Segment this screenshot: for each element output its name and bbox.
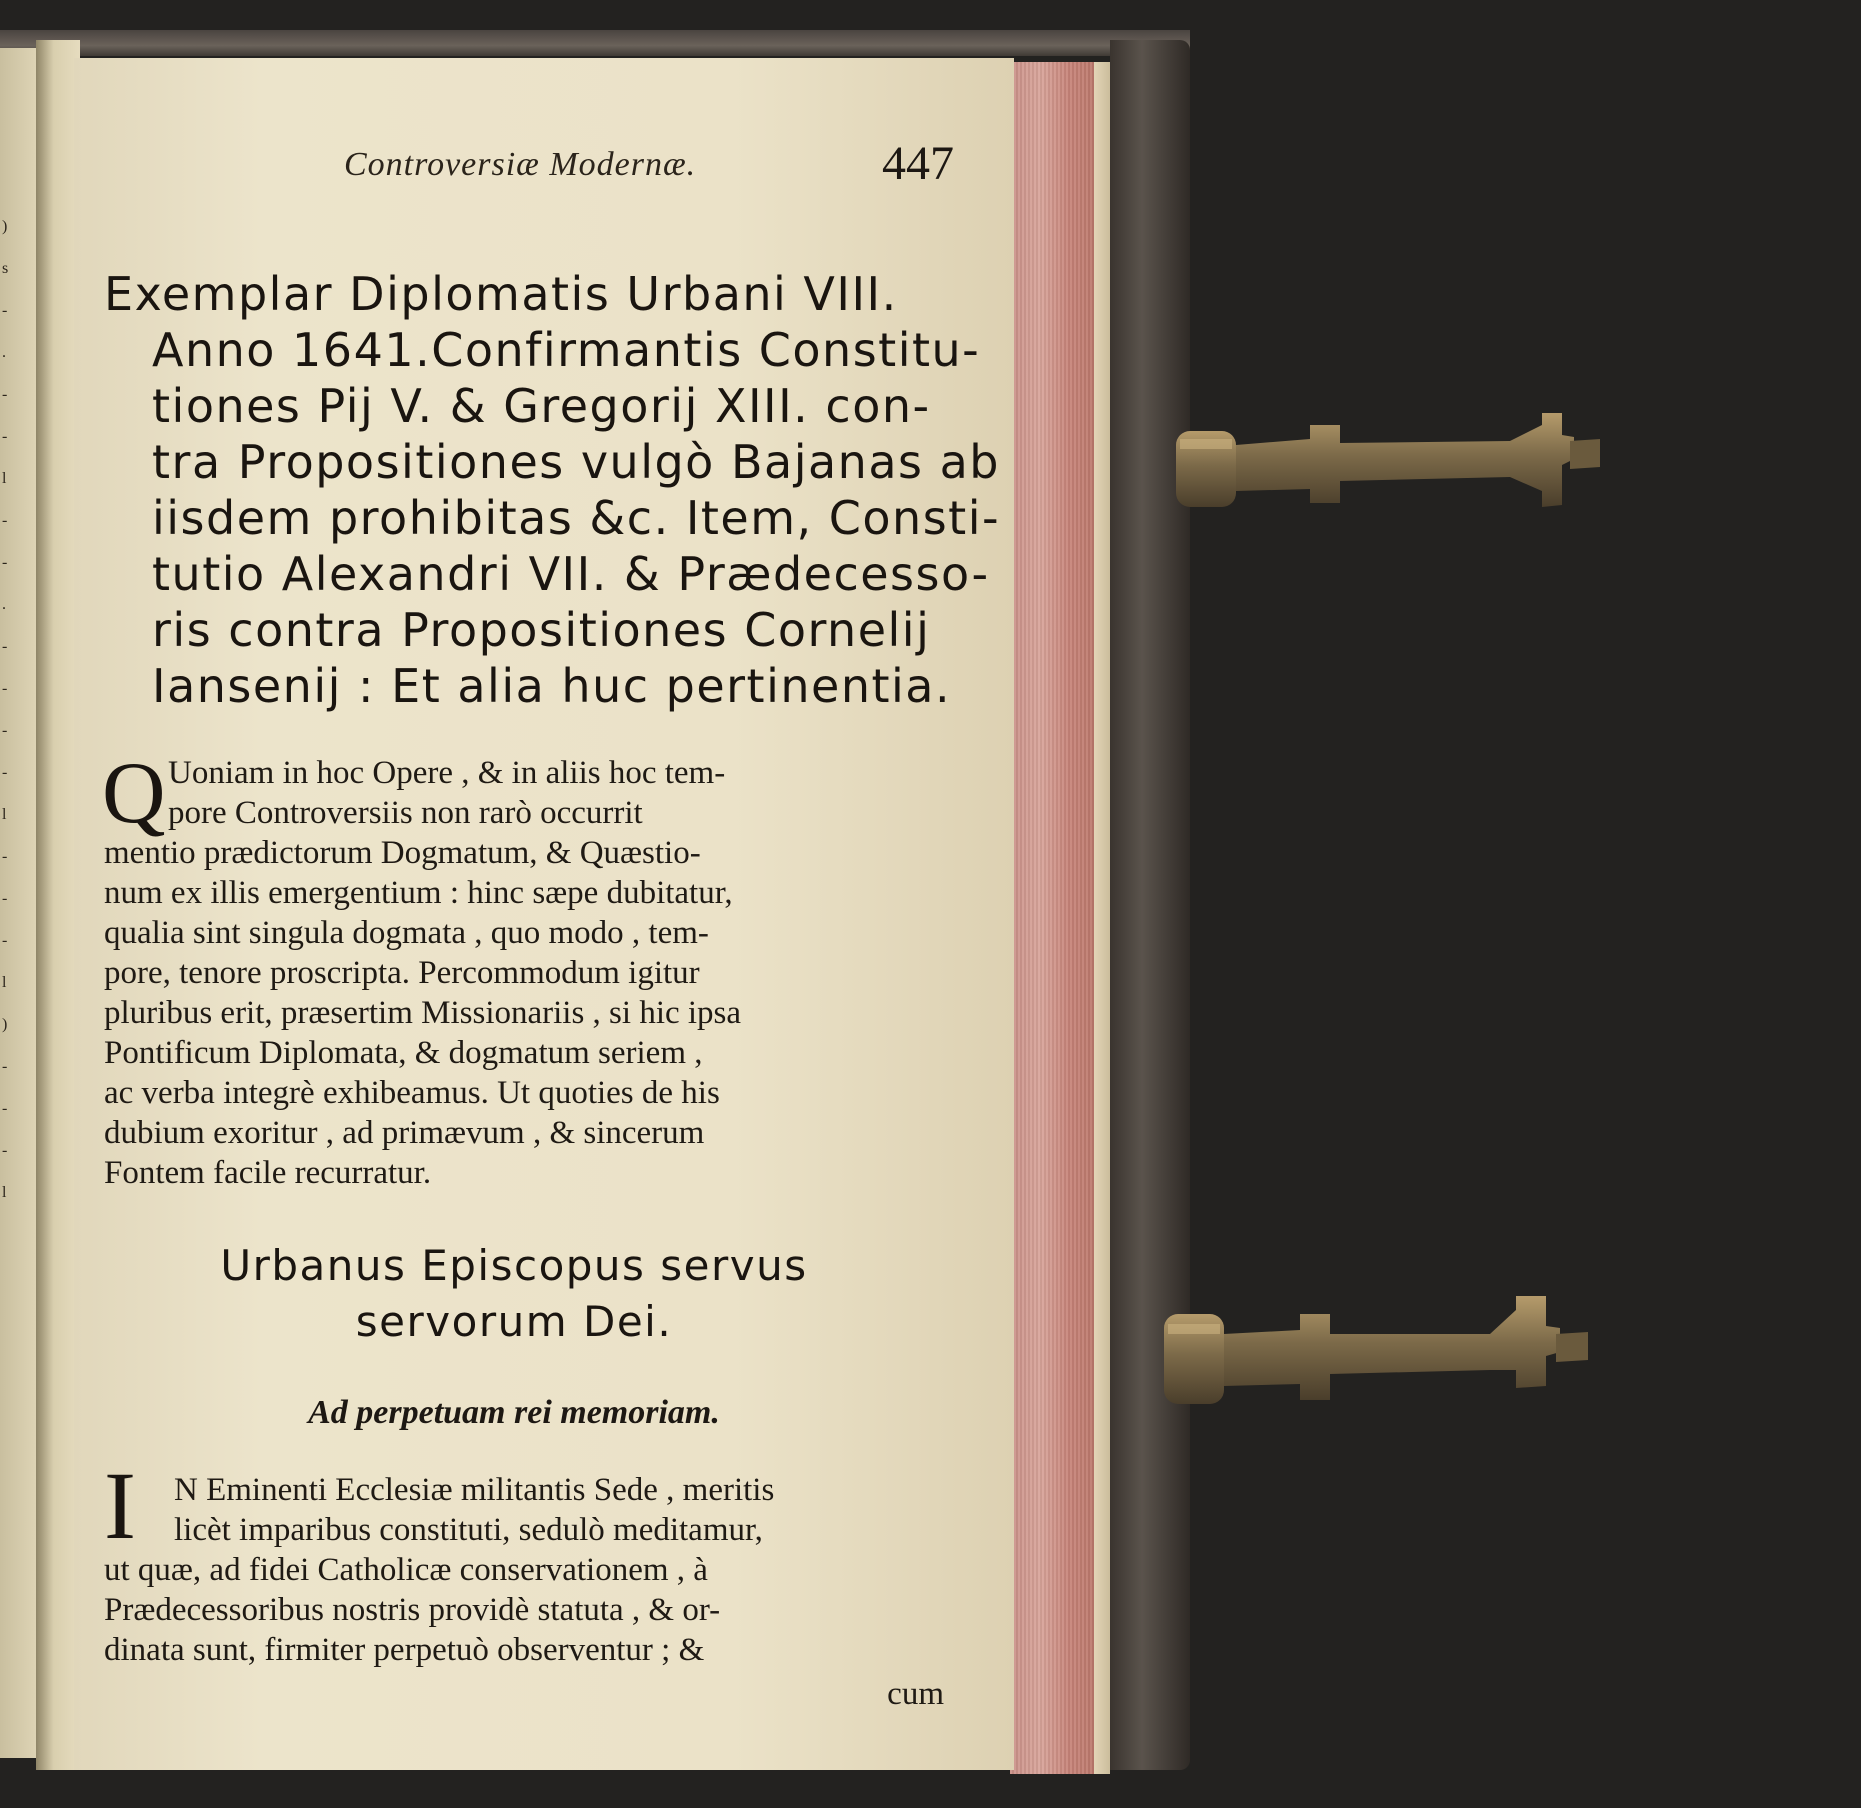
back-cover-board <box>1110 40 1190 1770</box>
paragraph-line: mentio prædictorum Dogmatum, & Quæstio- <box>104 835 701 871</box>
intro-paragraph <box>102 745 964 1193</box>
running-head-title: Controversiæ Modernæ. <box>344 146 697 183</box>
paragraph-line: dinata sunt, firmiter perpetuò observentur ; & <box>104 1632 705 1668</box>
running-head <box>264 130 954 190</box>
fore-edge-rim <box>1094 62 1110 1774</box>
paragraph-line: N Eminenti Ecclesiæ militantis Sede , meritis <box>174 1472 775 1508</box>
paragraph-line: Pontificum Diplomata, & dogmatum seriem , <box>104 1035 703 1071</box>
page-block-fore-edge <box>1010 62 1110 1774</box>
heading-line: tra Propositiones vulgò Bajanas ab <box>152 435 1000 489</box>
heading-line: tiones Pij V. & Gregorij XIII. con- <box>152 379 931 433</box>
subhead-line: servorum Dei. <box>355 1297 673 1346</box>
heading-line: tutio Alexandri VII. & Prædecesso- <box>152 547 990 601</box>
diploma-heading <box>104 266 1001 714</box>
catchword: cum <box>887 1676 944 1712</box>
upper-brass-clasp <box>1170 395 1650 545</box>
page-number: 447 <box>882 137 954 190</box>
paragraph-line: Prædecessoribus nostris providè statuta , & or- <box>104 1592 721 1628</box>
decree-drop-cap: I <box>104 1452 136 1559</box>
paragraph-line: pluribus erit, præsertim Missionariis , si hic ipsa <box>104 995 742 1031</box>
paragraph-line: ac verba integrè exhibeamus. Ut quoties de his <box>104 1075 720 1111</box>
paragraph-line: pore, tenore proscripta. Percommodum igitur <box>104 955 700 991</box>
paragraph-line: Uoniam in hoc Opere , & in aliis hoc tem- <box>168 755 726 791</box>
heading-line: iisdem prohibitas &c. Item, Consti- <box>152 491 1001 545</box>
paragraph-line: qualia sint singula dogmata , quo modo , tem- <box>104 915 709 951</box>
previous-page-text-fragments: ) s - . - - l - - . - - - - l - - - l ) - - - l <box>2 218 9 1201</box>
paragraph-line: Fontem facile recurratur. <box>104 1155 432 1191</box>
heading-line: ris contra Propositiones Cornelij <box>152 603 931 657</box>
urbanus-title <box>154 1238 874 1350</box>
paragraph-line: ut quæ, ad fidei Catholicæ conservationem , à <box>104 1552 708 1588</box>
paragraph-line: dubium exoritur , ad primævum , & sincerum <box>104 1115 705 1151</box>
paragraph-line: pore Controversiis non rarò occurrit <box>168 795 643 831</box>
heading-line: Exemplar Diplomatis Urbani VIII. <box>104 267 898 321</box>
book-page-447 <box>74 58 1014 1770</box>
perpetual-memory-formula: Ad perpetuam rei memoriam. <box>308 1394 720 1431</box>
subhead-line: Urbanus Episcopus servus <box>220 1241 808 1290</box>
lower-brass-clasp <box>1160 1290 1640 1440</box>
decree-paragraph <box>104 1470 964 1670</box>
binding-top-edge <box>0 30 1190 56</box>
heading-line: Iansenij : Et alia huc pertinentia. <box>152 659 952 713</box>
heading-line: Anno 1641.Confirmantis Constitu- <box>152 323 981 377</box>
intro-drop-cap: Q <box>102 745 166 842</box>
paragraph-line: licèt imparibus constituti, sedulò meditamur, <box>174 1512 763 1548</box>
paragraph-line: num ex illis emergentium : hinc sæpe dubitatur, <box>104 875 733 911</box>
